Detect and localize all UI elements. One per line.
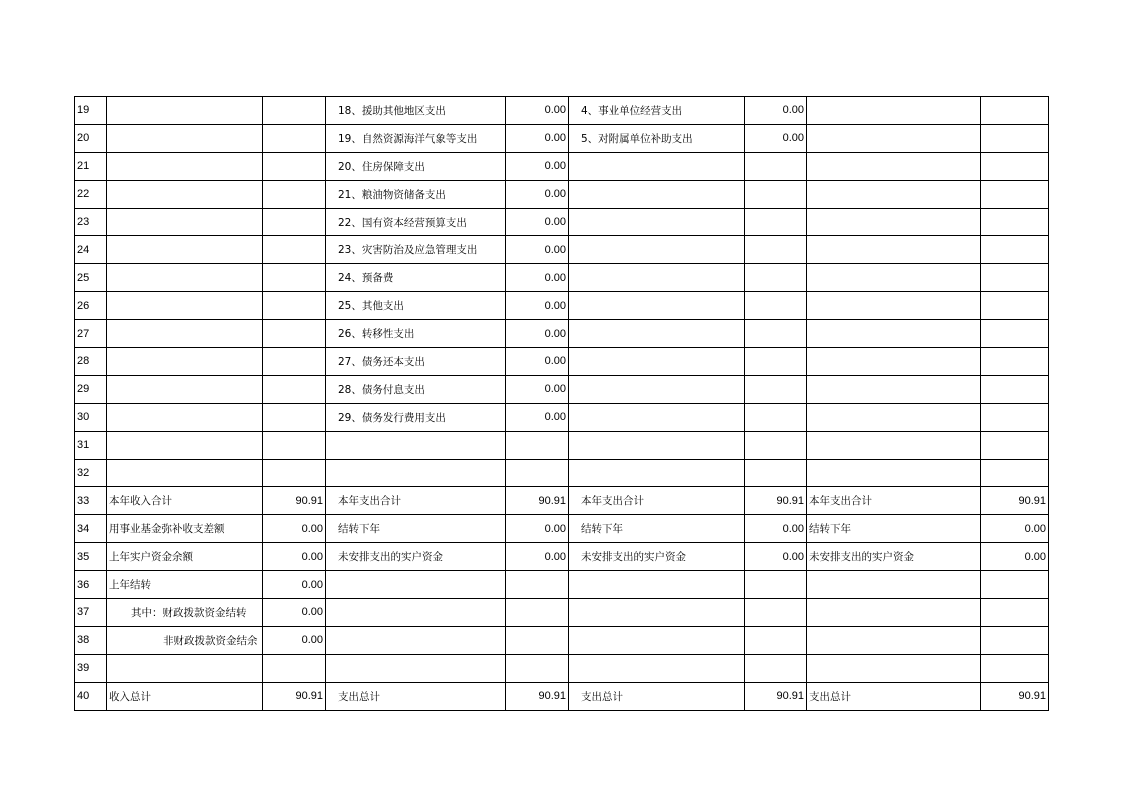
- expense-value-by-function: [506, 599, 569, 627]
- table-row: [75, 264, 1049, 292]
- table-row: [75, 124, 1049, 152]
- expense-value-by-function: 0.00: [506, 236, 569, 264]
- income-item: 其中：财政拨款资金结转: [107, 599, 263, 627]
- expense-item-by-function: [326, 599, 506, 627]
- expense-value-by-economic: [745, 626, 807, 654]
- expense-value-by-economic: [745, 152, 807, 180]
- expense-item-total: [807, 124, 981, 152]
- expense-value-by-economic: [745, 459, 807, 487]
- table-row: [75, 487, 1049, 515]
- expense-item-total: [807, 236, 981, 264]
- expense-value-total: [981, 152, 1049, 180]
- income-value: [263, 431, 326, 459]
- expense-value-by-function: [506, 626, 569, 654]
- expense-item-total: [807, 403, 981, 431]
- income-value: 90.91: [263, 487, 326, 515]
- expense-item-by-function: 25、其他支出: [326, 292, 506, 320]
- expense-value-by-function: [506, 571, 569, 599]
- row-number: 36: [75, 571, 107, 599]
- table-row: [75, 403, 1049, 431]
- income-item: [107, 152, 263, 180]
- income-item: [107, 459, 263, 487]
- income-item: [107, 124, 263, 152]
- row-number: 32: [75, 459, 107, 487]
- expense-item-by-function: [326, 626, 506, 654]
- expense-item-total: [807, 180, 981, 208]
- expense-value-total: [981, 431, 1049, 459]
- expense-value-by-function: 0.00: [506, 97, 569, 125]
- expense-value-total: [981, 403, 1049, 431]
- income-item: 收入总计: [107, 682, 263, 710]
- expense-item-by-function: 未安排支出的实户资金: [326, 543, 506, 571]
- table-row: [75, 152, 1049, 180]
- table-row: [75, 571, 1049, 599]
- table-body: [75, 97, 1049, 711]
- expense-value-total: [981, 208, 1049, 236]
- expense-value-by-function: 90.91: [506, 682, 569, 710]
- income-value: 0.00: [263, 599, 326, 627]
- income-value: 0.00: [263, 515, 326, 543]
- expense-item-by-function: [326, 654, 506, 682]
- income-item: 非财政拨款资金结余: [107, 626, 263, 654]
- table-row: [75, 180, 1049, 208]
- income-value: 0.00: [263, 626, 326, 654]
- expense-value-by-economic: [745, 348, 807, 376]
- expense-value-by-function: 0.00: [506, 124, 569, 152]
- expense-item-by-function: 29、债务发行费用支出: [326, 403, 506, 431]
- expense-value-by-function: 0.00: [506, 515, 569, 543]
- income-value: [263, 97, 326, 125]
- expense-item-by-economic: 5、对附属单位补助支出: [569, 124, 745, 152]
- income-value: [263, 348, 326, 376]
- income-item: [107, 403, 263, 431]
- expense-item-by-function: 21、粮油物资储备支出: [326, 180, 506, 208]
- expense-item-by-economic: [569, 292, 745, 320]
- expense-item-total: 支出总计: [807, 682, 981, 710]
- table-row: [75, 375, 1049, 403]
- expense-item-total: [807, 264, 981, 292]
- expense-value-total: [981, 292, 1049, 320]
- expense-value-by-economic: [745, 599, 807, 627]
- expense-value-total: [981, 571, 1049, 599]
- table-row: [75, 292, 1049, 320]
- row-number: 37: [75, 599, 107, 627]
- row-number: 29: [75, 375, 107, 403]
- expense-item-by-economic: [569, 236, 745, 264]
- row-number: 19: [75, 97, 107, 125]
- expense-value-by-function: 90.91: [506, 487, 569, 515]
- expense-item-total: [807, 208, 981, 236]
- expense-value-by-economic: [745, 264, 807, 292]
- income-value: [263, 264, 326, 292]
- income-item: [107, 320, 263, 348]
- expense-item-total: [807, 599, 981, 627]
- expense-value-total: 90.91: [981, 682, 1049, 710]
- row-number: 34: [75, 515, 107, 543]
- expense-value-total: 90.91: [981, 487, 1049, 515]
- expense-item-by-function: 19、自然资源海洋气象等支出: [326, 124, 506, 152]
- income-item: 用事业基金弥补收支差额: [107, 515, 263, 543]
- expense-item-by-economic: [569, 180, 745, 208]
- expense-value-total: [981, 236, 1049, 264]
- expense-item-by-function: 22、国有资本经营预算支出: [326, 208, 506, 236]
- expense-item-by-function: 结转下年: [326, 515, 506, 543]
- expense-item-total: [807, 459, 981, 487]
- expense-item-by-function: 28、债务付息支出: [326, 375, 506, 403]
- expense-item-by-economic: [569, 348, 745, 376]
- row-number: 21: [75, 152, 107, 180]
- expense-item-total: [807, 571, 981, 599]
- expense-value-total: [981, 264, 1049, 292]
- expense-value-by-function: [506, 431, 569, 459]
- expense-value-by-function: 0.00: [506, 403, 569, 431]
- income-value: [263, 375, 326, 403]
- expense-value-by-economic: 0.00: [745, 97, 807, 125]
- income-item: [107, 375, 263, 403]
- expense-item-total: [807, 320, 981, 348]
- expense-item-by-economic: [569, 208, 745, 236]
- row-number: 20: [75, 124, 107, 152]
- expense-item-by-function: 23、灾害防治及应急管理支出: [326, 236, 506, 264]
- expense-item-by-function: [326, 571, 506, 599]
- expense-value-by-economic: 0.00: [745, 515, 807, 543]
- row-number: 40: [75, 682, 107, 710]
- expense-value-by-economic: 0.00: [745, 124, 807, 152]
- expense-item-total: [807, 375, 981, 403]
- expense-value-by-function: 0.00: [506, 292, 569, 320]
- budget-table: [74, 96, 1049, 711]
- expense-item-total: [807, 348, 981, 376]
- income-item: [107, 180, 263, 208]
- expense-value-total: 0.00: [981, 515, 1049, 543]
- expense-item-by-economic: [569, 626, 745, 654]
- expense-item-by-function: 本年支出合计: [326, 487, 506, 515]
- income-item: 本年收入合计: [107, 487, 263, 515]
- expense-value-total: [981, 626, 1049, 654]
- table-row: [75, 348, 1049, 376]
- expense-value-by-function: 0.00: [506, 152, 569, 180]
- expense-value-by-economic: [745, 654, 807, 682]
- table-row: [75, 626, 1049, 654]
- expense-item-by-function: 26、转移性支出: [326, 320, 506, 348]
- expense-value-total: [981, 348, 1049, 376]
- expense-value-total: [981, 654, 1049, 682]
- expense-item-by-function: 20、住房保障支出: [326, 152, 506, 180]
- income-item: [107, 654, 263, 682]
- table-row: [75, 97, 1049, 125]
- expense-item-by-economic: [569, 459, 745, 487]
- expense-item-total: 本年支出合计: [807, 487, 981, 515]
- expense-item-total: [807, 97, 981, 125]
- income-value: [263, 236, 326, 264]
- income-item: [107, 264, 263, 292]
- expense-item-by-economic: 4、事业单位经营支出: [569, 97, 745, 125]
- expense-item-total: [807, 626, 981, 654]
- expense-value-total: [981, 180, 1049, 208]
- expense-item-by-economic: 未安排支出的实户资金: [569, 543, 745, 571]
- expense-item-by-economic: [569, 320, 745, 348]
- expense-value-by-economic: [745, 292, 807, 320]
- expense-value-total: [981, 459, 1049, 487]
- expense-value-by-economic: 90.91: [745, 682, 807, 710]
- expense-value-by-economic: [745, 236, 807, 264]
- expense-item-by-economic: [569, 431, 745, 459]
- income-value: 0.00: [263, 571, 326, 599]
- expense-item-by-function: 27、债务还本支出: [326, 348, 506, 376]
- expense-value-total: 0.00: [981, 543, 1049, 571]
- income-item: 上年结转: [107, 571, 263, 599]
- expense-item-by-function: [326, 431, 506, 459]
- expense-value-total: [981, 375, 1049, 403]
- expense-value-by-function: [506, 459, 569, 487]
- expense-value-by-function: 0.00: [506, 180, 569, 208]
- income-value: 90.91: [263, 682, 326, 710]
- expense-value-by-function: 0.00: [506, 264, 569, 292]
- expense-item-by-economic: [569, 571, 745, 599]
- expense-value-total: [981, 97, 1049, 125]
- expense-item-total: [807, 654, 981, 682]
- expense-item-by-economic: [569, 264, 745, 292]
- income-value: [263, 152, 326, 180]
- expense-value-by-economic: [745, 571, 807, 599]
- income-value: [263, 459, 326, 487]
- expense-item-by-economic: 支出总计: [569, 682, 745, 710]
- expense-item-by-economic: 结转下年: [569, 515, 745, 543]
- table-row: [75, 459, 1049, 487]
- row-number: 26: [75, 292, 107, 320]
- table-row: [75, 599, 1049, 627]
- table-row: [75, 431, 1049, 459]
- expense-item-total: 结转下年: [807, 515, 981, 543]
- income-value: [263, 124, 326, 152]
- expense-value-by-function: 0.00: [506, 543, 569, 571]
- expense-value-by-economic: [745, 180, 807, 208]
- table-row: [75, 654, 1049, 682]
- expense-value-by-economic: [745, 208, 807, 236]
- expense-item-total: [807, 292, 981, 320]
- table-row: [75, 515, 1049, 543]
- income-item: [107, 348, 263, 376]
- income-value: [263, 208, 326, 236]
- expense-item-by-function: 18、援助其他地区支出: [326, 97, 506, 125]
- table-row: [75, 543, 1049, 571]
- expense-value-by-function: 0.00: [506, 320, 569, 348]
- table-row: [75, 682, 1049, 710]
- expense-value-by-economic: 90.91: [745, 487, 807, 515]
- row-number: 38: [75, 626, 107, 654]
- row-number: 30: [75, 403, 107, 431]
- expense-value-by-function: 0.00: [506, 348, 569, 376]
- expense-value-by-function: [506, 654, 569, 682]
- income-item: [107, 431, 263, 459]
- income-item: [107, 97, 263, 125]
- expense-value-by-function: 0.00: [506, 208, 569, 236]
- table-row: [75, 236, 1049, 264]
- row-number: 24: [75, 236, 107, 264]
- row-number: 27: [75, 320, 107, 348]
- expense-value-by-economic: [745, 403, 807, 431]
- income-item: [107, 208, 263, 236]
- expense-value-total: [981, 124, 1049, 152]
- expense-item-by-economic: [569, 654, 745, 682]
- income-value: [263, 403, 326, 431]
- expense-value-by-economic: 0.00: [745, 543, 807, 571]
- expense-item-total: [807, 152, 981, 180]
- income-value: 0.00: [263, 543, 326, 571]
- expense-value-by-function: 0.00: [506, 375, 569, 403]
- expense-item-by-function: 支出总计: [326, 682, 506, 710]
- income-item: 上年实户资金余额: [107, 543, 263, 571]
- income-value: [263, 180, 326, 208]
- row-number: 22: [75, 180, 107, 208]
- row-number: 23: [75, 208, 107, 236]
- expense-value-by-economic: [745, 375, 807, 403]
- expense-item-by-economic: [569, 152, 745, 180]
- income-value: [263, 292, 326, 320]
- expense-value-by-economic: [745, 431, 807, 459]
- expense-item-total: [807, 431, 981, 459]
- income-item: [107, 236, 263, 264]
- expense-value-by-economic: [745, 320, 807, 348]
- row-number: 33: [75, 487, 107, 515]
- table-row: [75, 208, 1049, 236]
- income-value: [263, 320, 326, 348]
- expense-item-by-economic: [569, 375, 745, 403]
- income-value: [263, 654, 326, 682]
- expense-item-by-economic: [569, 403, 745, 431]
- expense-item-by-economic: [569, 599, 745, 627]
- expense-value-total: [981, 599, 1049, 627]
- expense-item-by-function: 24、预备费: [326, 264, 506, 292]
- expense-value-total: [981, 320, 1049, 348]
- row-number: 25: [75, 264, 107, 292]
- row-number: 35: [75, 543, 107, 571]
- row-number: 31: [75, 431, 107, 459]
- row-number: 39: [75, 654, 107, 682]
- expense-item-by-economic: 本年支出合计: [569, 487, 745, 515]
- expense-item-total: 未安排支出的实户资金: [807, 543, 981, 571]
- income-item: [107, 292, 263, 320]
- expense-item-by-function: [326, 459, 506, 487]
- table-row: [75, 320, 1049, 348]
- row-number: 28: [75, 348, 107, 376]
